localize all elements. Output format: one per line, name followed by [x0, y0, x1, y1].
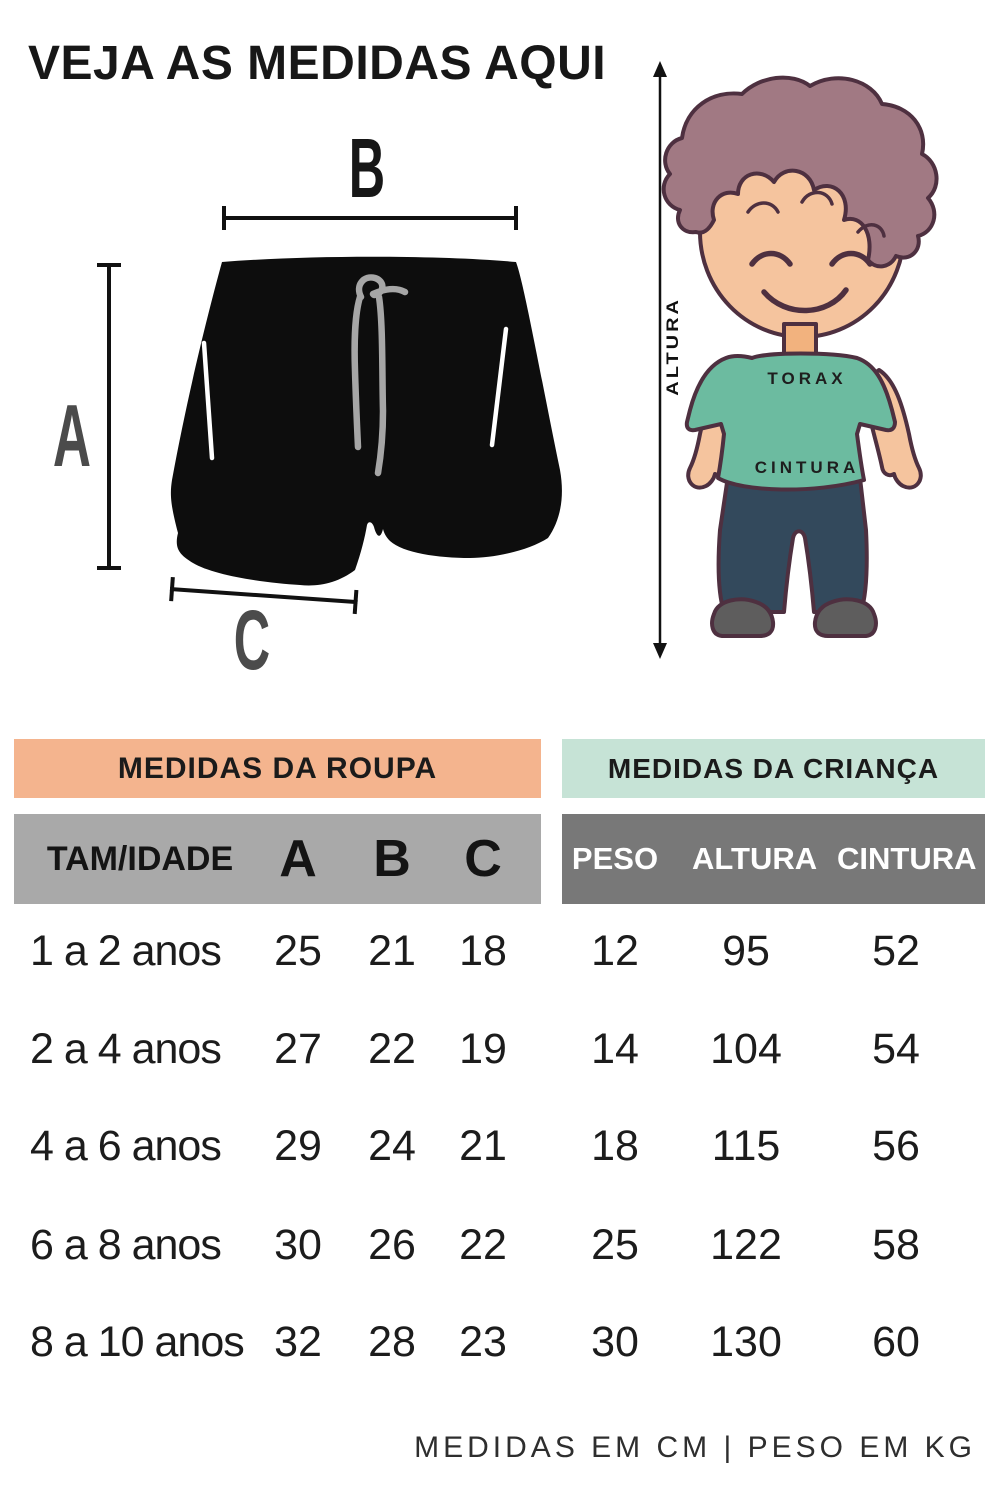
- shorts-illustration: [168, 253, 568, 598]
- cell-b: 26: [368, 1221, 416, 1269]
- header-b: B: [373, 830, 411, 888]
- cell-a: 30: [274, 1221, 322, 1269]
- cell-b: 21: [368, 927, 416, 975]
- cell-b: 24: [368, 1122, 416, 1170]
- cell-a: 27: [274, 1025, 322, 1073]
- shorts-length-measure-label: A: [52, 386, 92, 485]
- header-a: A: [279, 830, 317, 888]
- cell-a: 32: [274, 1318, 322, 1366]
- cell-altura: 115: [711, 1122, 781, 1170]
- cell-peso: 12: [591, 927, 639, 975]
- cell-cintura: 60: [872, 1318, 920, 1366]
- page-title: VEJA AS MEDIDAS AQUI: [28, 37, 607, 90]
- header-cintura: CINTURA: [837, 841, 977, 876]
- child-shoe-right: [815, 599, 876, 636]
- shorts-waist-measure-label: B: [348, 121, 386, 215]
- cell-b: 22: [368, 1025, 416, 1073]
- units-note: MEDIDAS EM CM | PESO EM KG: [414, 1431, 976, 1464]
- cell-a: 29: [274, 1122, 322, 1170]
- cell-age: 6 a 8 anos: [30, 1221, 221, 1269]
- child-table-banner: MEDIDAS DA CRIANÇA: [562, 739, 985, 798]
- garment-table-banner: MEDIDAS DA ROUPA: [14, 739, 541, 798]
- size-row-2: [0, 1018, 1000, 1080]
- shorts-silhouette: [171, 257, 562, 586]
- header-tam-idade: TAM/IDADE: [46, 840, 234, 878]
- cell-altura: 130: [710, 1318, 782, 1366]
- chest-label: TORAX: [767, 369, 847, 388]
- size-row-1: [0, 920, 1000, 982]
- cell-a: 25: [274, 927, 322, 975]
- cell-c: 19: [459, 1025, 507, 1073]
- child-waist-label: CINTURA: [754, 458, 860, 477]
- cell-age: 4 a 6 anos: [30, 1122, 221, 1170]
- cell-c: 23: [459, 1318, 507, 1366]
- child-table-header: [562, 814, 985, 904]
- cell-b: 28: [368, 1318, 416, 1366]
- cell-age: 8 a 10 anos: [30, 1318, 244, 1366]
- cell-altura: 104: [710, 1025, 782, 1073]
- cell-cintura: 58: [872, 1221, 920, 1269]
- garment-table-header: [14, 814, 541, 904]
- child-illustration: [652, 62, 962, 662]
- cell-peso: 14: [591, 1025, 639, 1073]
- cell-peso: 18: [591, 1122, 639, 1170]
- cell-peso: 30: [591, 1318, 639, 1366]
- size-row-4: [0, 1214, 1000, 1276]
- size-row-3: [0, 1115, 1000, 1177]
- cell-cintura: 56: [872, 1122, 920, 1170]
- child-shoe-left: [712, 599, 773, 636]
- measure-line-a: [97, 263, 121, 570]
- measure-line-b: [222, 206, 518, 230]
- cell-c: 21: [459, 1122, 507, 1170]
- header-peso: PESO: [571, 841, 659, 876]
- height-label: ALTURA: [663, 297, 683, 396]
- cell-cintura: 54: [872, 1025, 920, 1073]
- header-altura: ALTURA: [692, 841, 818, 876]
- cell-c: 22: [459, 1221, 507, 1269]
- cell-cintura: 52: [872, 927, 920, 975]
- cell-altura: 122: [710, 1221, 782, 1269]
- cell-age: 2 a 4 anos: [30, 1025, 221, 1073]
- shorts-leg-measure-label: C: [233, 593, 271, 687]
- cell-peso: 25: [591, 1221, 639, 1269]
- cell-c: 18: [459, 927, 507, 975]
- header-c: C: [464, 830, 502, 888]
- cell-age: 1 a 2 anos: [30, 927, 221, 975]
- cell-altura: 95: [722, 927, 770, 975]
- child-pants: [719, 476, 867, 612]
- size-row-5: [0, 1311, 1000, 1373]
